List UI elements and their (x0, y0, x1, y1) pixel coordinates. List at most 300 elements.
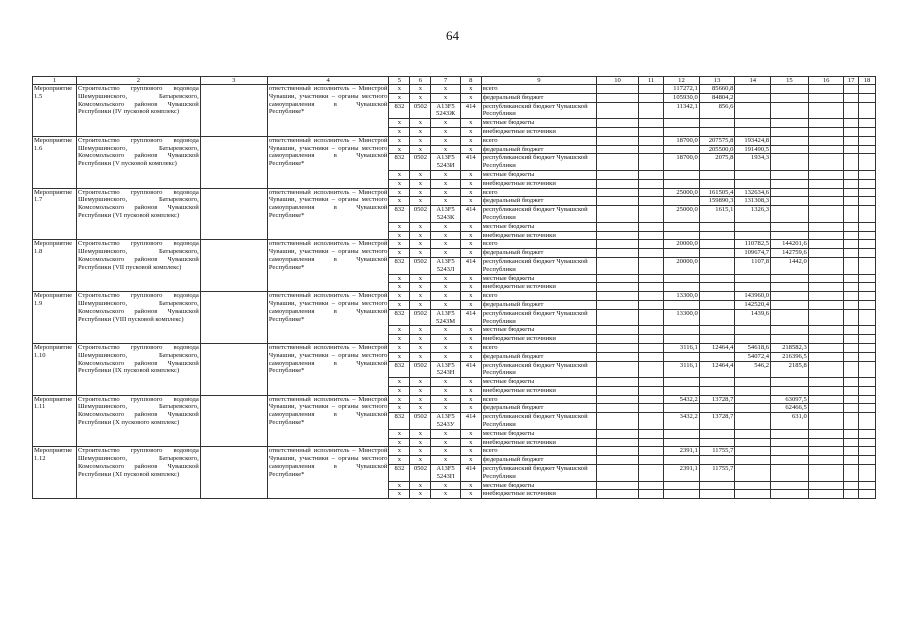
table-row (33, 292, 876, 301)
value-cell (771, 170, 809, 179)
value-cell: 5432,2 (664, 395, 700, 404)
empty-cell (200, 395, 267, 447)
empty-cell (638, 240, 663, 249)
value-cell (771, 93, 809, 102)
x-mark: x (431, 85, 460, 94)
empty-cell (597, 222, 639, 231)
x-mark: x (431, 222, 460, 231)
value-cell (771, 283, 809, 292)
executor-text: ответственный исполнитель – Минстрой Чувашии, участники – органы местного самоуправления в Чувашской Республике* (267, 395, 389, 447)
value-cell (735, 222, 771, 231)
x-mark: x (431, 93, 460, 102)
value-cell (735, 274, 771, 283)
empty-cell (859, 170, 876, 179)
budget-code: 832 (389, 309, 410, 326)
value-cell: 3116,1 (664, 343, 700, 352)
empty-cell (638, 395, 663, 404)
budget-source: республиканский бюджет Чувашской Республики (481, 361, 596, 378)
empty-cell (597, 309, 639, 326)
value-cell (771, 326, 809, 335)
value-cell (664, 490, 700, 499)
executor-text: ответственный исполнитель – Минстрой Чувашии, участники – органы местного самоуправления в Чувашской Республике* (267, 343, 389, 395)
x-mark: x (431, 283, 460, 292)
empty-cell (859, 257, 876, 274)
empty-cell (808, 465, 844, 482)
x-mark: x (410, 481, 431, 490)
value-cell (771, 136, 809, 145)
budget-source: федеральный бюджет (481, 300, 596, 309)
empty-cell (638, 85, 663, 94)
value-cell (735, 170, 771, 179)
value-cell (771, 309, 809, 326)
value-cell: 1934,3 (735, 154, 771, 171)
value-cell (771, 179, 809, 188)
value-cell (664, 249, 700, 258)
column-number: 12 (664, 77, 700, 85)
budget-code: 832 (389, 102, 410, 119)
empty-cell (808, 283, 844, 292)
value-cell (771, 386, 809, 395)
x-mark: x (410, 292, 431, 301)
empty-cell (808, 188, 844, 197)
empty-cell (859, 179, 876, 188)
x-mark: x (389, 300, 410, 309)
empty-cell (808, 404, 844, 413)
x-mark: x (410, 335, 431, 344)
x-mark: x (460, 274, 481, 283)
value-cell (699, 240, 735, 249)
value-cell: 105930,0 (664, 93, 700, 102)
x-mark: x (431, 352, 460, 361)
budget-source: республиканский бюджет Чувашской Республики (481, 465, 596, 482)
empty-cell (597, 352, 639, 361)
value-cell: 2075,8 (699, 154, 735, 171)
measure-label: Мероприятие 1.12 (33, 447, 77, 499)
empty-cell (597, 197, 639, 206)
empty-cell (808, 438, 844, 447)
budget-source: всего (481, 136, 596, 145)
value-cell: 20000,0 (664, 240, 700, 249)
value-cell (771, 481, 809, 490)
value-cell: 1615,1 (699, 206, 735, 223)
empty-cell (844, 361, 859, 378)
empty-cell (844, 231, 859, 240)
empty-cell (808, 197, 844, 206)
budget-source: местные бюджеты (481, 326, 596, 335)
x-mark: x (431, 395, 460, 404)
empty-cell (597, 93, 639, 102)
value-cell: 131308,3 (735, 197, 771, 206)
table-row (33, 447, 876, 456)
value-cell (771, 127, 809, 136)
x-mark: x (410, 378, 431, 387)
empty-cell (808, 93, 844, 102)
empty-cell (638, 481, 663, 490)
budget-source: внебюджетные источники (481, 490, 596, 499)
budget-source: внебюджетные источники (481, 283, 596, 292)
x-mark: x (389, 429, 410, 438)
x-mark: x (431, 456, 460, 465)
x-mark: x (460, 335, 481, 344)
x-mark: x (431, 231, 460, 240)
x-mark: x (410, 85, 431, 94)
value-cell: 142759,6 (771, 249, 809, 258)
empty-cell (638, 283, 663, 292)
x-mark: x (431, 119, 460, 128)
x-mark: x (389, 481, 410, 490)
value-cell: 216396,5 (771, 352, 809, 361)
x-mark: x (460, 343, 481, 352)
value-cell: 13728,7 (699, 413, 735, 430)
empty-cell (844, 188, 859, 197)
x-mark: x (431, 378, 460, 387)
x-mark: x (389, 145, 410, 154)
budget-source: всего (481, 343, 596, 352)
x-mark: x (460, 490, 481, 499)
empty-cell (597, 456, 639, 465)
value-cell (699, 309, 735, 326)
page-number: 64 (446, 28, 459, 43)
x-mark: x (460, 378, 481, 387)
table-row (33, 136, 876, 145)
budget-code: А13F5 5243Н (431, 361, 460, 378)
empty-cell (808, 154, 844, 171)
empty-cell (844, 240, 859, 249)
x-mark: x (431, 188, 460, 197)
value-cell: 54618,6 (735, 343, 771, 352)
value-cell: 54072,4 (735, 352, 771, 361)
empty-cell (859, 309, 876, 326)
value-cell (735, 429, 771, 438)
x-mark: x (389, 222, 410, 231)
value-cell (735, 404, 771, 413)
value-cell (771, 335, 809, 344)
empty-cell (597, 179, 639, 188)
empty-cell (859, 386, 876, 395)
empty-cell (808, 274, 844, 283)
value-cell: 110782,5 (735, 240, 771, 249)
value-cell (771, 154, 809, 171)
budget-code: А13F5 5243Ж (431, 102, 460, 119)
empty-cell (597, 386, 639, 395)
empty-cell (808, 481, 844, 490)
empty-cell (597, 188, 639, 197)
empty-cell (597, 136, 639, 145)
budget-source: федеральный бюджет (481, 93, 596, 102)
column-number: 2 (77, 77, 201, 85)
empty-cell (808, 429, 844, 438)
x-mark: x (389, 188, 410, 197)
value-cell (699, 231, 735, 240)
measure-label: Мероприятие 1.10 (33, 343, 77, 395)
empty-cell (638, 127, 663, 136)
empty-cell (859, 145, 876, 154)
empty-cell (638, 309, 663, 326)
empty-cell (844, 335, 859, 344)
empty-cell (844, 438, 859, 447)
empty-cell (597, 413, 639, 430)
empty-cell (844, 257, 859, 274)
x-mark: x (410, 386, 431, 395)
empty-cell (844, 93, 859, 102)
budget-source: федеральный бюджет (481, 197, 596, 206)
value-cell (664, 378, 700, 387)
x-mark: x (431, 145, 460, 154)
value-cell: 1326,3 (735, 206, 771, 223)
empty-cell (597, 438, 639, 447)
empty-cell (597, 361, 639, 378)
x-mark: x (460, 249, 481, 258)
table-row (33, 85, 876, 94)
empty-cell (859, 378, 876, 387)
empty-cell (597, 404, 639, 413)
empty-cell (597, 249, 639, 258)
value-cell (771, 438, 809, 447)
x-mark: x (460, 447, 481, 456)
empty-cell (859, 222, 876, 231)
value-cell: 11755,7 (699, 465, 735, 482)
value-cell: 63097,5 (771, 395, 809, 404)
value-cell (771, 119, 809, 128)
column-number: 18 (859, 77, 876, 85)
budget-source: республиканский бюджет Чувашской Республики (481, 309, 596, 326)
value-cell: 85660,8 (699, 85, 735, 94)
empty-cell (638, 447, 663, 456)
x-mark: x (389, 93, 410, 102)
value-cell: 2185,8 (771, 361, 809, 378)
empty-cell (859, 395, 876, 404)
x-mark: x (410, 490, 431, 499)
x-mark: x (389, 240, 410, 249)
value-cell (771, 429, 809, 438)
empty-cell (597, 283, 639, 292)
value-cell (771, 456, 809, 465)
empty-cell (844, 386, 859, 395)
budget-source: местные бюджеты (481, 170, 596, 179)
value-cell (699, 119, 735, 128)
x-mark: x (460, 127, 481, 136)
empty-cell (859, 119, 876, 128)
x-mark: x (460, 85, 481, 94)
empty-cell (844, 300, 859, 309)
x-mark: x (410, 188, 431, 197)
x-mark: x (410, 395, 431, 404)
column-number: 4 (267, 77, 389, 85)
budget-code: 414 (460, 257, 481, 274)
budget-source: республиканский бюджет Чувашской Республики (481, 206, 596, 223)
measure-name: Строительство группового водовода Шемуршинского, Батыревского, Комсомольского районов Чувашской Республики (X пускового комплекс) (77, 395, 201, 447)
executor-text: ответственный исполнитель – Минстрой Чувашии, участники – органы местного самоуправления в Чувашской Республике* (267, 240, 389, 292)
empty-cell (844, 102, 859, 119)
column-number: 1 (33, 77, 77, 85)
empty-cell (638, 102, 663, 119)
budget-code: 0502 (410, 309, 431, 326)
measure-name: Строительство группового водовода Шемуршинского, Батыревского, Комсомольского районов Чувашской Республики (IX пусковой комплекс) (77, 343, 201, 395)
budget-source: федеральный бюджет (481, 249, 596, 258)
empty-cell (638, 343, 663, 352)
empty-cell (859, 127, 876, 136)
measure-label: Мероприятие 1.6 (33, 136, 77, 188)
x-mark: x (431, 490, 460, 499)
value-cell: 144201,6 (771, 240, 809, 249)
empty-cell (597, 85, 639, 94)
budget-code: 832 (389, 413, 410, 430)
budget-source: всего (481, 188, 596, 197)
value-cell (735, 326, 771, 335)
budget-source: местные бюджеты (481, 222, 596, 231)
value-cell (664, 335, 700, 344)
empty-cell (859, 292, 876, 301)
x-mark: x (460, 283, 481, 292)
budget-code: А13F5 5243К (431, 206, 460, 223)
table-row (33, 240, 876, 249)
x-mark: x (431, 136, 460, 145)
value-cell: 84804,2 (699, 93, 735, 102)
budget-code: 414 (460, 361, 481, 378)
value-cell (699, 378, 735, 387)
value-cell (699, 481, 735, 490)
value-cell (699, 386, 735, 395)
value-cell: 207575,8 (699, 136, 735, 145)
empty-cell (638, 249, 663, 258)
value-cell (664, 386, 700, 395)
empty-cell (844, 170, 859, 179)
empty-cell (638, 490, 663, 499)
empty-cell (638, 361, 663, 378)
value-cell (771, 188, 809, 197)
x-mark: x (460, 429, 481, 438)
value-cell (735, 283, 771, 292)
value-cell (771, 300, 809, 309)
value-cell (664, 145, 700, 154)
empty-cell (597, 154, 639, 171)
x-mark: x (389, 326, 410, 335)
value-cell (664, 404, 700, 413)
column-number: 11 (638, 77, 663, 85)
empty-cell (597, 447, 639, 456)
empty-cell (597, 119, 639, 128)
empty-cell (638, 404, 663, 413)
value-cell (664, 179, 700, 188)
empty-cell (859, 231, 876, 240)
value-cell: 25000,0 (664, 188, 700, 197)
x-mark: x (431, 404, 460, 413)
x-mark: x (431, 335, 460, 344)
x-mark: x (460, 145, 481, 154)
empty-cell (638, 231, 663, 240)
empty-cell (859, 465, 876, 482)
empty-cell (844, 197, 859, 206)
empty-cell (638, 413, 663, 430)
budget-code: 832 (389, 257, 410, 274)
budget-code: 0502 (410, 465, 431, 482)
column-number: 9 (481, 77, 596, 85)
value-cell (771, 85, 809, 94)
value-cell (735, 481, 771, 490)
empty-cell (638, 465, 663, 482)
empty-cell (808, 127, 844, 136)
x-mark: x (460, 222, 481, 231)
measure-name: Строительство группового водовода Шемуршинского, Батыревского, Комсомольского районов Чувашской Республики (XI пусковой комплекс) (77, 447, 201, 499)
empty-cell (638, 93, 663, 102)
empty-cell (859, 283, 876, 292)
value-cell (771, 102, 809, 119)
value-cell: 18700,0 (664, 136, 700, 145)
value-cell (735, 85, 771, 94)
value-cell (699, 170, 735, 179)
x-mark: x (389, 231, 410, 240)
x-mark: x (410, 145, 431, 154)
value-cell (735, 102, 771, 119)
x-mark: x (460, 395, 481, 404)
budget-code: 832 (389, 206, 410, 223)
empty-cell (808, 343, 844, 352)
value-cell (735, 127, 771, 136)
empty-cell (844, 283, 859, 292)
value-cell (699, 404, 735, 413)
empty-cell (638, 429, 663, 438)
budget-source: внебюджетные источники (481, 438, 596, 447)
value-cell (771, 490, 809, 499)
budget-source: внебюджетные источники (481, 231, 596, 240)
value-cell (699, 490, 735, 499)
budget-table (32, 76, 876, 499)
budget-source: внебюджетные источники (481, 335, 596, 344)
budget-code: 832 (389, 154, 410, 171)
value-cell: 3116,1 (664, 361, 700, 378)
x-mark: x (410, 222, 431, 231)
x-mark: x (389, 119, 410, 128)
executor-text: ответственный исполнитель – Минстрой Чувашии, участники – органы местного самоуправления в Чувашской Республике* (267, 188, 389, 240)
x-mark: x (410, 119, 431, 128)
x-mark: x (410, 352, 431, 361)
column-number: 13 (699, 77, 735, 85)
value-cell: 161505,4 (699, 188, 735, 197)
value-cell (771, 465, 809, 482)
value-cell (699, 438, 735, 447)
measure-label: Мероприятие 1.11 (33, 395, 77, 447)
empty-cell (808, 145, 844, 154)
column-number: 8 (460, 77, 481, 85)
value-cell: 13728,7 (699, 395, 735, 404)
empty-cell (200, 447, 267, 499)
value-cell (699, 335, 735, 344)
budget-code: 0502 (410, 206, 431, 223)
empty-cell (859, 335, 876, 344)
x-mark: x (460, 136, 481, 145)
value-cell (664, 429, 700, 438)
empty-cell (808, 386, 844, 395)
executor-text: ответственный исполнитель – Минстрой Чувашии, участники – органы местного самоуправления в Чувашской Республике* (267, 85, 389, 137)
column-number: 10 (597, 77, 639, 85)
empty-cell (859, 361, 876, 378)
empty-cell (808, 102, 844, 119)
budget-source: республиканский бюджет Чувашской Республики (481, 102, 596, 119)
value-cell (735, 378, 771, 387)
empty-cell (597, 292, 639, 301)
value-cell (664, 300, 700, 309)
empty-cell (808, 85, 844, 94)
value-cell (664, 438, 700, 447)
empty-cell (859, 154, 876, 171)
column-number: 7 (431, 77, 460, 85)
budget-source: всего (481, 240, 596, 249)
budget-code: А13F5 5243И (431, 154, 460, 171)
column-number: 16 (808, 77, 844, 85)
empty-cell (808, 136, 844, 145)
x-mark: x (410, 404, 431, 413)
budget-source: внебюджетные источники (481, 179, 596, 188)
